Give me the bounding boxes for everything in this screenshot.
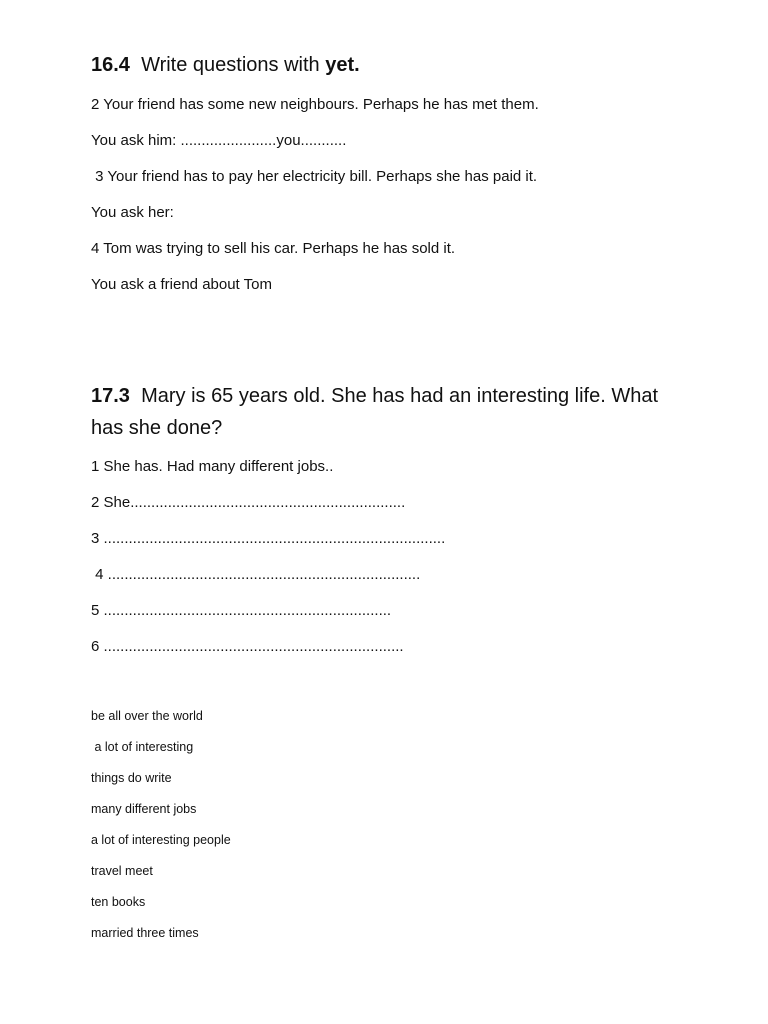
exercise-line: 4 Tom was trying to sell his car. Perhaps he has sold it. — [91, 240, 456, 257]
exercise-line: You ask her: — [91, 204, 174, 221]
exercise-16-4-heading — [91, 49, 360, 81]
word-bank-item: be all over the world — [91, 709, 203, 723]
exercise-title: Write questions with — [141, 54, 326, 76]
exercise-line: 4 ........................................................................... — [91, 566, 421, 583]
exercise-line: You ask a friend about Tom — [91, 276, 272, 293]
exercise-line: 3 Your friend has to pay her electricity bill. Perhaps she has paid it. — [91, 168, 538, 185]
exercise-line: 6 ........................................................................ — [91, 638, 404, 655]
exercise-line: 5 ..................................................................... — [91, 602, 392, 619]
worksheet-page — [91, 0, 721, 1024]
exercise-title: Mary is 65 years old. She has had an interesting life. What — [141, 385, 658, 407]
word-bank-item: ten books — [91, 895, 146, 909]
exercise-line: 1 She has. Had many different jobs.. — [91, 458, 334, 475]
exercise-title-keyword: yet. — [325, 54, 360, 76]
word-bank-item: things do write — [91, 771, 172, 785]
exercise-17-3-heading-continued — [91, 412, 222, 444]
word-bank-item: travel meet — [91, 864, 153, 878]
exercise-line: 3 .................................................................................. — [91, 530, 446, 547]
exercise-line: 2 Your friend has some new neighbours. Perhaps he has met them. — [91, 96, 539, 113]
exercise-line: You ask him: .......................you........... — [91, 132, 347, 149]
exercise-17-3-heading — [91, 380, 658, 412]
word-bank-item: a lot of interesting — [91, 740, 194, 754]
exercise-title: has she done? — [91, 417, 223, 439]
word-bank-item: many different jobs — [91, 802, 197, 816]
word-bank-item: married three times — [91, 926, 199, 940]
exercise-line: 2 She.................................................................. — [91, 494, 406, 511]
word-bank-item: a lot of interesting people — [91, 833, 231, 847]
exercise-number: 17.3 — [91, 385, 130, 407]
exercise-number: 16.4 — [91, 54, 130, 76]
